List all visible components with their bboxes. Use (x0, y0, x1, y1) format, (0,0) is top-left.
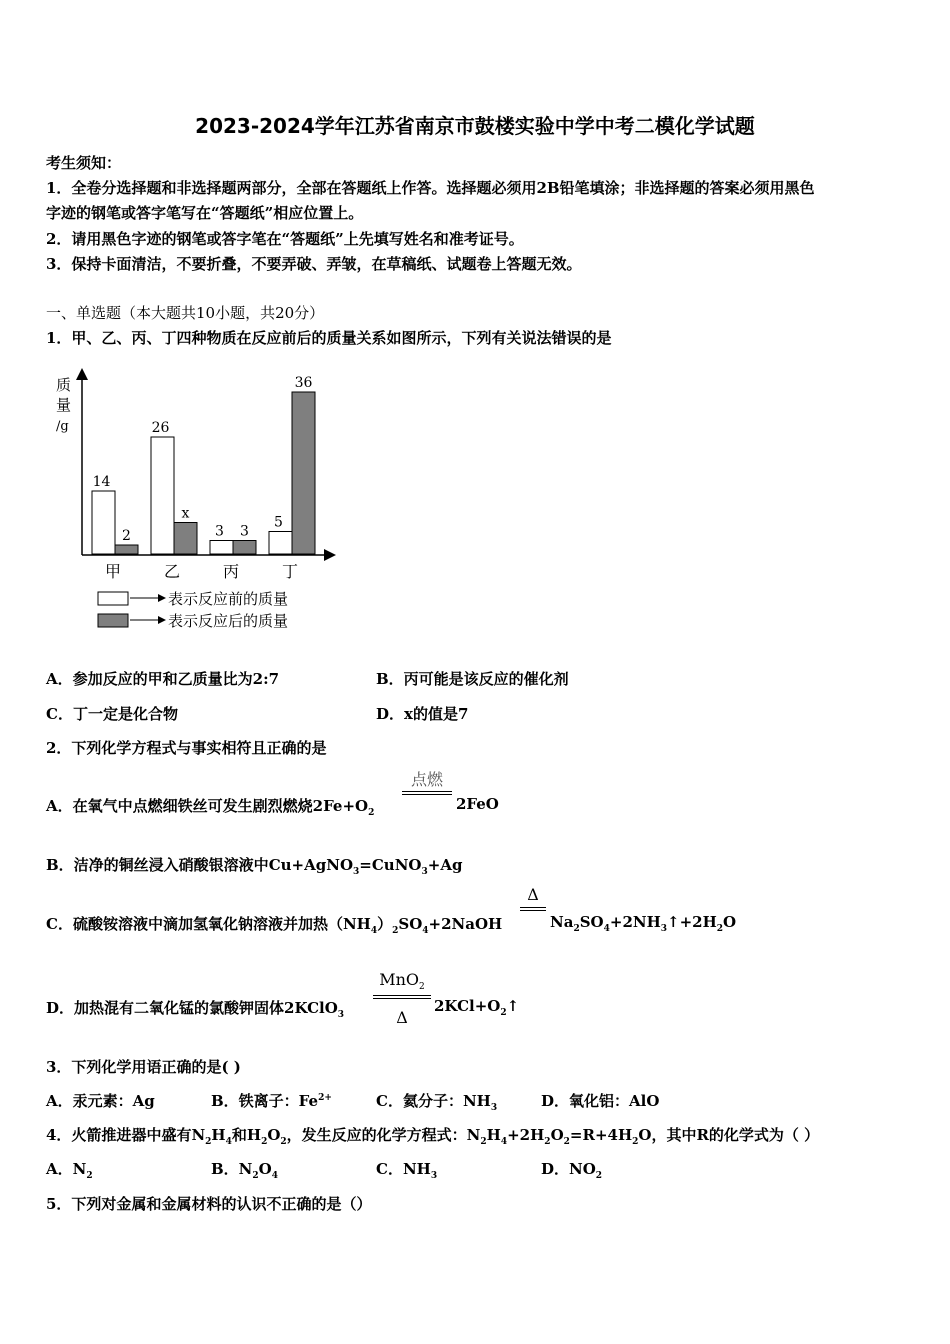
bar-after-3 (233, 541, 256, 555)
category-label-2: 乙 (163, 562, 181, 581)
q1-option-a: A．参加反应的甲和乙质量比为2:7 (46, 670, 280, 688)
category-label-3: 丙 (222, 562, 240, 581)
notice-item-1-line-1: 1．全卷分选择题和非选择题两部分，全部在答题纸上作答。选择题必须用2B铅笔填涂；非选择题的答案必须用黑色 (46, 179, 815, 197)
bar-before-4 (269, 532, 292, 555)
q2-c-products: $Na_2SO_4+2NH_3↑+2H_2O$ (550, 913, 737, 934)
q2-d-catalyst: MnO$_2$ (379, 970, 425, 993)
q2-option-c: C．硫酸铵溶液中滴加氢氧化钠溶液并加热$(NH_4)_2SO_4+2NaOH$ (46, 915, 503, 936)
legend-swatch-before (98, 592, 128, 605)
q1-option-d: D．x的值是7 (376, 705, 469, 723)
bar-label-before-3: 3 (215, 523, 224, 540)
legend-label-after: 表示反应后的质量 (168, 612, 289, 630)
bar-label-after-1: 2 (122, 528, 131, 544)
notice-heading: 考生须知： (46, 154, 122, 172)
q2-d-equals-sign (373, 995, 431, 999)
q2-d-condition-bottom: Δ (396, 1008, 408, 1027)
category-label-1: 甲 (104, 562, 122, 581)
bar-before-1 (92, 491, 115, 554)
q2-option-a: A．在氧气中点燃细铁丝可发生剧烈燃烧$2Fe+O_2$ (46, 797, 375, 818)
y-axis-label-2: 量 (56, 396, 72, 414)
q2-d-products: $2KCl+O_2↑$ (434, 997, 520, 1018)
bar-after-2 (174, 523, 197, 555)
q3-stem: 3．下列化学用语正确的是( ) (46, 1058, 241, 1076)
legend-label-before: 表示反应前的质量 (168, 590, 289, 608)
y-axis-label-1: 质 (56, 376, 72, 394)
category-label-4: 丁 (281, 562, 299, 581)
bar-label-before-2: 26 (151, 420, 170, 436)
bar-after-1 (115, 545, 138, 554)
q3-option-a: A．汞元素：Ag (46, 1092, 155, 1110)
bar-label-after-3: 3 (240, 523, 249, 540)
q4-option-d: D．$NO_2$ (541, 1160, 603, 1181)
q1-option-c: C．丁一定是化合物 (46, 705, 178, 723)
section-heading: 一、单选题（本大题共10小题，共20分） (46, 304, 325, 322)
bar-label-before-1: 14 (92, 474, 111, 490)
q1-option-b: B．丙可能是该反应的催化剂 (376, 670, 569, 688)
q3-option-d: D．氧化铝：AlO (541, 1092, 660, 1110)
q2-c-equals-sign (520, 907, 546, 911)
q4-option-a: A．$N_2$ (46, 1160, 93, 1181)
notice-item-3: 3．保持卡面清洁，不要折叠，不要弄破、弄皱，在草稿纸、试题卷上答题无效。 (46, 255, 582, 273)
notice-item-1-line-2: 字迹的钢笔或答字笔写在“答题纸”相应位置上。 (46, 204, 364, 222)
bar-label-before-4: 5 (274, 514, 283, 531)
bar-after-4 (292, 392, 315, 554)
q3-option-b: B．铁离子：$Fe^{2+}$ (211, 1092, 332, 1110)
q2-option-b: B．洁净的铜丝浸入硝酸银溶液中Cu+AgNO$_3$=CuNO$_3$+Ag (46, 856, 463, 877)
bar-label-after-2: x (181, 505, 190, 522)
q4-option-b: B．$N_2O_4$ (211, 1160, 278, 1181)
y-axis-label-3: /g (56, 419, 69, 434)
legend-swatch-after (98, 614, 128, 627)
q2-option-d: D．加热混有二氧化锰的氯酸钾固体2KClO$_3$ (46, 999, 345, 1020)
q1-stem: 1．甲、乙、丙、丁四种物质在反应前后的质量关系如图所示，下列有关说法错误的是 (46, 329, 612, 347)
q2-a-equals-sign (402, 791, 452, 795)
q2-a-product: 2FeO (456, 795, 499, 813)
q2-stem: 2．下列化学方程式与事实相符且正确的是 (46, 739, 327, 757)
q2-c-condition: Δ (527, 885, 539, 904)
q5-stem: 5．下列对金属和金属材料的认识不正确的是（） (46, 1195, 372, 1213)
q3-option-c: C．氦分子：$NH_3$ (376, 1092, 498, 1113)
bar-before-2 (151, 437, 174, 554)
notice-item-2: 2．请用黑色字迹的钢笔或答字笔在“答题纸”上先填写姓名和准考证号。 (46, 230, 524, 248)
bar-label-after-4: 36 (294, 375, 313, 391)
mass-bar-chart (40, 360, 340, 640)
bar-before-3 (210, 541, 233, 555)
q4-option-c: C．$NH_3$ (376, 1160, 438, 1181)
page-title: 2023-2024学年江苏省南京市鼓楼实验中学中考二模化学试题 (195, 114, 755, 138)
q4-stem: 4．火箭推进器中盛有$N_2H_4$和$H_2O_2$，发生反应的化学方程式：$N_2H_4+2H_2O_2=R+4H_2O$，其中R的化学式为（ ） (46, 1126, 820, 1147)
q2-a-condition: 点燃 (410, 770, 443, 789)
